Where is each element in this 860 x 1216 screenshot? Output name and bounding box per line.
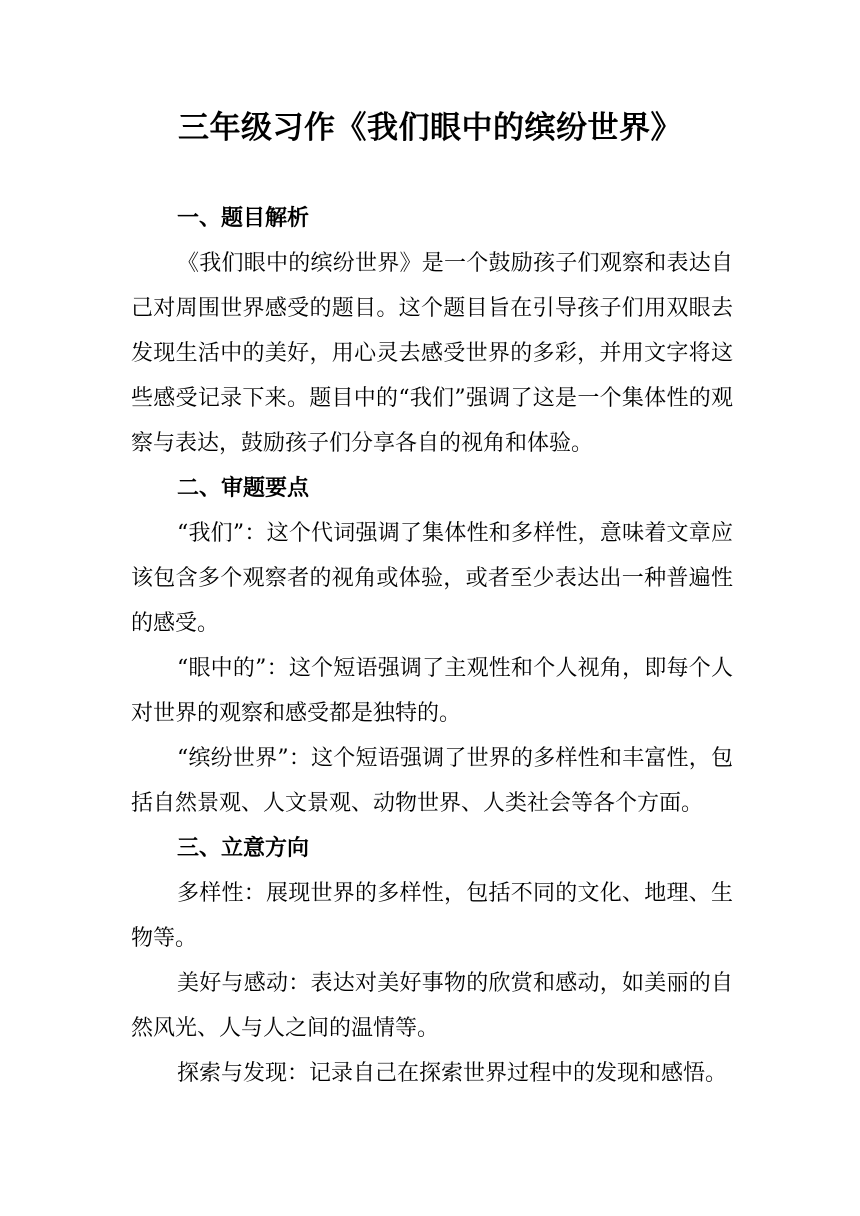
document-body [131,196,733,1096]
paragraph: 多样性：展现世界的多样性，包括不同的文化、地理、生物等。 [131,881,733,951]
section-key-points [131,466,733,826]
paragraph: “缤纷世界”：这个短语强调了世界的多样性和丰富性，包括自然景观、人文景观、动物世界、人类社会等各个方面。 [131,746,733,816]
paragraph: 《我们眼中的缤纷世界》是一个鼓励孩子们观察和表达自己对周围世界感受的题目。这个题目旨在引导孩子们用双眼去发现生活中的美好，用心灵去感受世界的多彩，并用文字将这些感受记录下来。题目中的“我们”强调了这是一个集体性的观察与表达，鼓励孩子们分享各自的视角和体验。 [131,251,733,456]
paragraph: 美好与感动：表达对美好事物的欣赏和感动，如美丽的自然风光、人与人之间的温情等。 [131,971,733,1041]
paragraph: “我们”：这个代词强调了集体性和多样性，意味着文章应该包含多个观察者的视角或体验，或者至少表达出一种普遍性的感受。 [131,521,733,636]
paragraph: 探索与发现：记录自己在探索世界过程中的发现和感悟。 [177,1061,728,1086]
section-themes [131,826,733,1096]
document-title: 三年级习作《我们眼中的缤纷世界》 [178,110,682,146]
section-topic-analysis [131,196,733,466]
section-heading: 三、立意方向 [177,836,310,861]
section-heading: 一、题目解析 [177,206,310,231]
paragraph: “眼中的”：这个短语强调了主观性和个人视角，即每个人对世界的观察和感受都是独特的。 [131,656,733,726]
section-heading: 二、审题要点 [177,476,310,501]
